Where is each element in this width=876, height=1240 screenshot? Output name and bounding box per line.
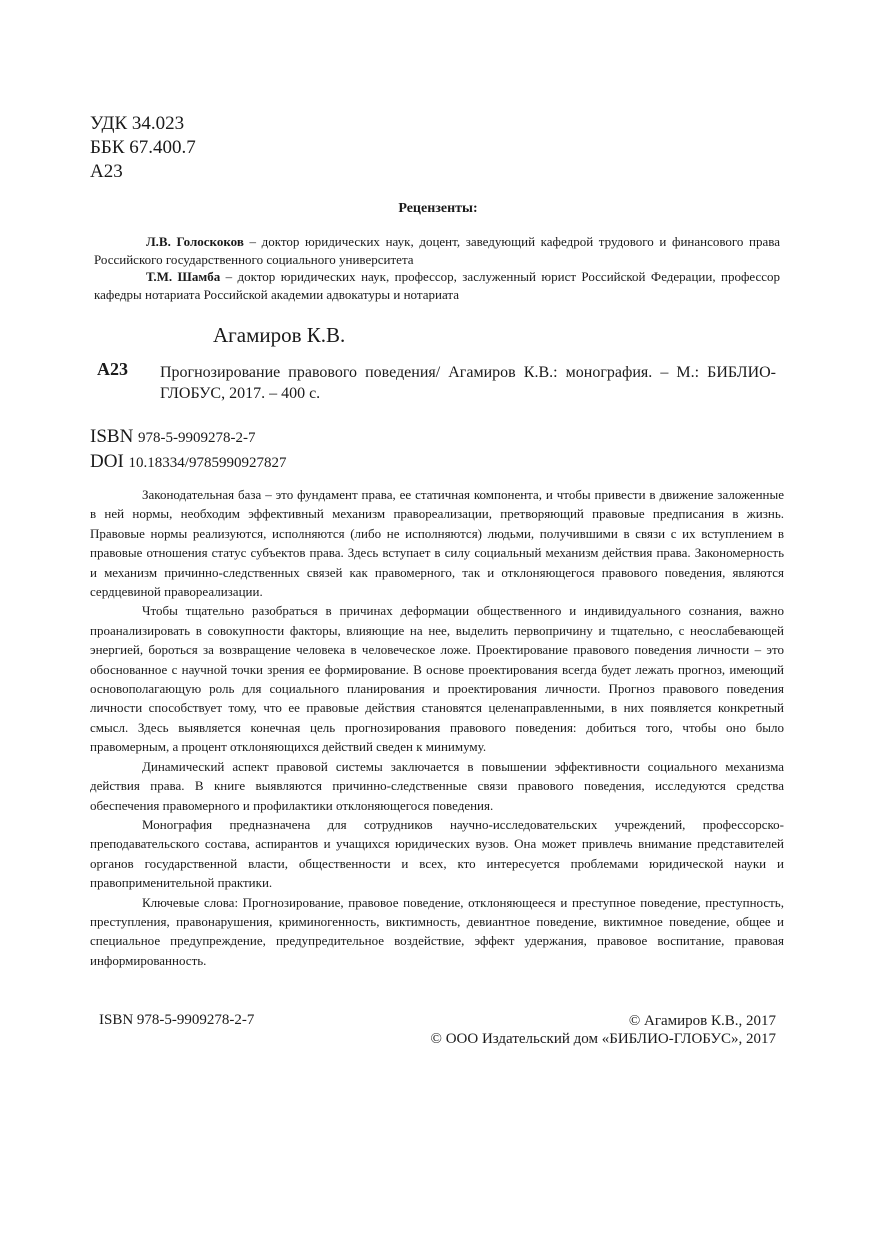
identifiers-block: [90, 425, 286, 475]
reviewer-name: Л.В. Голоскоков: [146, 234, 244, 249]
reviewer-entry: [94, 268, 780, 303]
reviewers-title: Рецензенты:: [398, 201, 478, 216]
reviewer-entry: [94, 233, 780, 268]
copyright-author: © Агамиров К.В., 2017: [628, 1013, 776, 1029]
reviewer-name: Т.М. Шамба: [146, 269, 221, 284]
author-heading: Агамиров К.В.: [213, 323, 346, 347]
udk-code: УДК 34.023: [90, 113, 185, 134]
bibliographic-entry: Прогнозирование правового поведения/ Агамиров К.В.: монография. – М.: БИБЛИО-ГЛОБУС, 2017. – 400 с.: [160, 364, 776, 402]
keywords-paragraph: Ключевые слова: Прогнозирование, правовое поведение, отклоняющееся и преступное поведение, преступность, преступления, правонарушения, криминогенность, виктимность, девиантное поведение, виктимное поведение, общее и специальное предупреждение, предупредительное воздействие, эффект удержания, правовое воспитание, правовая информированность.: [90, 894, 784, 968]
isbn-label: ISBN: [90, 426, 134, 447]
abstract-paragraph: Законодательная база – это фундамент права, ее статичная компонента, и чтобы привести в движение заложенные в ней нормы, необходим эффективный механизм правореализации, претворяющий правовые предписания в жизнь. Правовые нормы реализуются, исполняются (либо не исполняются) людьми, получившими в связи с их вступлением в правовые отношения статус субъектов права. Здесь вступает в силу социальный механизм действия права. Закономерность и механизм причинно-следственных связей как правомерного, так и отклоняющегося правового поведения, являются сердцевиной правореализации.: [90, 487, 784, 600]
author-code: А23: [90, 161, 123, 182]
doi-line: [90, 450, 286, 475]
abstract-paragraph: Монография предназначена для сотрудников научно-исследовательских учреждений, профессорско-преподавательского состава, аспирантов и учащихся юридических вузов. Она может привлечь внимание представителей органов государственной власти, общественности и всех, кто интересуется проблемами юридической науки и правоприменительной практики.: [90, 816, 784, 891]
footer-isbn: ISBN 978-5-9909278-2-7: [99, 1012, 255, 1028]
catalog-code: А23: [97, 359, 128, 379]
isbn-value: 978-5-9909278-2-7: [138, 430, 256, 446]
bbk-code: ББК 67.400.7: [90, 137, 196, 158]
doi-value: 10.18334/9785990927827: [128, 455, 287, 471]
isbn-line: [90, 425, 286, 450]
classification-block: [90, 112, 196, 184]
copyright-publisher: © ООО Издательский дом «БИБЛИО-ГЛОБУС», 2017: [430, 1031, 776, 1047]
doi-label: DOI: [90, 451, 124, 472]
reviewers-list: [94, 233, 780, 303]
abstract-paragraph: Чтобы тщательно разобраться в причинах деформации общественного и индивидуального сознания, важно проанализировать в совокупности факторы, влияющие на нее, выделить первопричину и тщательно, с неослабевающей энергией, бороться за возвращение человека в человеческое ложе. Проектирование правового поведения личности – это обоснованное с научной точки зрения ее формирование. В основе проектирования всегда будет лежать прогноз, имеющий основополагающую роль для социального планирования и проектирования личности. Прогноз правового поведения личности способствует тому, что ее правовые действия становятся целенаправленными, в них появляется конкретный смысл. Здесь выявляется конечная цель прогнозирования правового поведения: добиться того, чтобы оно было правомерным, а процент отклоняющихся действий сведен к минимуму.: [90, 603, 784, 755]
reviewer-description: – доктор юридических наук, доцент, заведующий кафедрой трудового и финансового права Российского государственного социального университета: [94, 234, 781, 267]
copyright-block: [431, 1012, 776, 1048]
reviewer-description: – доктор юридических наук, профессор, заслуженный юрист Российской Федерации, профессор кафедры нотариата Российской академии адвокатуры и нотариата: [94, 269, 780, 302]
abstract-paragraph: Динамический аспект правовой системы заключается в повышении эффективности социального механизма действия права. В книге выявляются причинно-следственные связи правового поведения, исследуются средства обеспечения правомерного и профилактики отклоняющегося поведения.: [90, 758, 784, 813]
abstract: [90, 485, 784, 970]
